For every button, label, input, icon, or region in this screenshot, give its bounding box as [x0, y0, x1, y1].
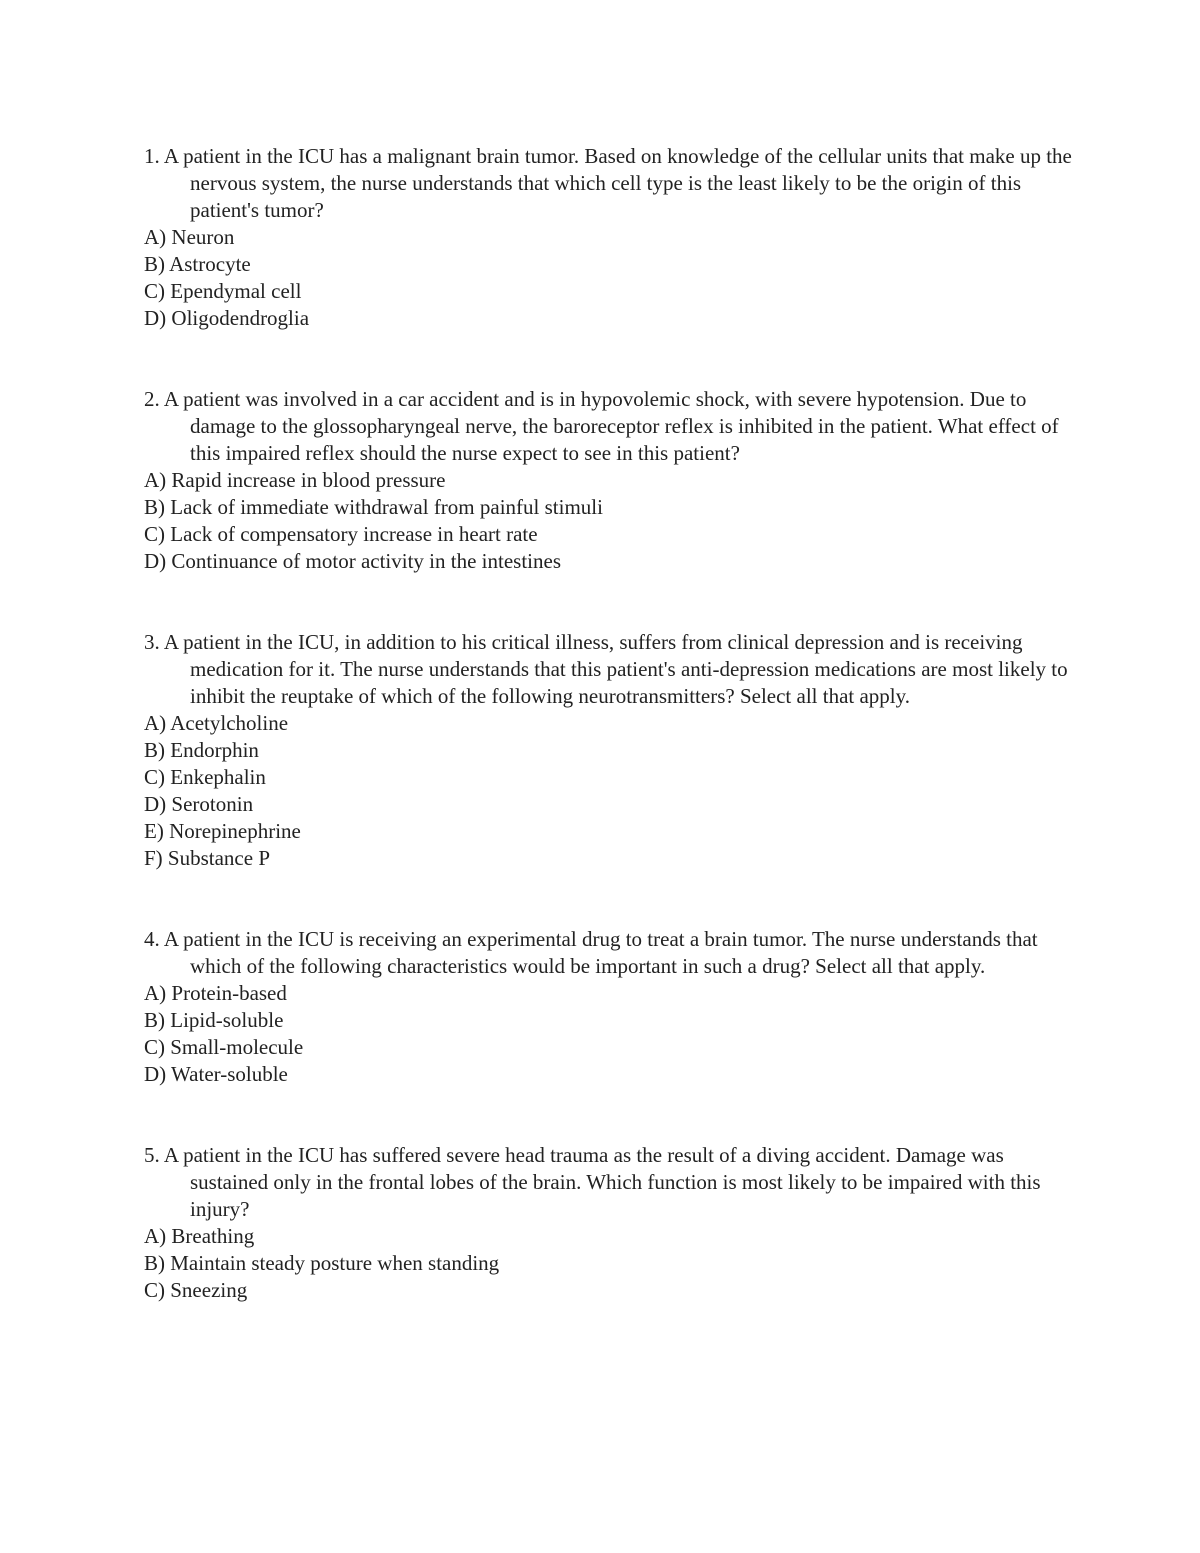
answer-option: D) Serotonin	[144, 792, 254, 816]
question-4	[144, 926, 1074, 1088]
question-stem: 5. A patient in the ICU has suffered severe head trauma as the result of a diving accident. Damage was sustained only in the frontal lobes of the brain. Which function is most likely to be impaired with this injury?	[144, 1143, 1041, 1221]
answer-option: C) Enkephalin	[144, 765, 266, 789]
answer-option: C) Sneezing	[144, 1278, 248, 1302]
answer-option: A) Protein-based	[144, 981, 287, 1005]
answer-option: B) Lipid-soluble	[144, 1008, 284, 1032]
question-stem: 1. A patient in the ICU has a malignant brain tumor. Based on knowledge of the cellular units that make up the nervous system, the nurse understands that which cell type is the least likely to be the origin of this patient's tumor?	[144, 144, 1072, 222]
question-5	[144, 1142, 1074, 1304]
answer-option: E) Norepinephrine	[144, 819, 301, 843]
answer-options	[144, 710, 1074, 872]
answer-option: A) Acetylcholine	[144, 711, 289, 735]
answer-options	[144, 467, 1074, 575]
answer-option: A) Rapid increase in blood pressure	[144, 468, 446, 492]
answer-options	[144, 224, 1074, 332]
question-stem: 4. A patient in the ICU is receiving an experimental drug to treat a brain tumor. The nurse understands that which of the following characteristics would be important in such a drug? Select all that apply.	[144, 927, 1038, 978]
answer-option: C) Small-molecule	[144, 1035, 304, 1059]
question-stem: 2. A patient was involved in a car accident and is in hypovolemic shock, with severe hypotension. Due to damage to the glossopharyngeal nerve, the baroreceptor reflex is inhibited in the patient. What effect of this impaired reflex should the nurse expect to see in this patient?	[144, 387, 1059, 465]
answer-options	[144, 1223, 1074, 1304]
question-2	[144, 386, 1074, 575]
answer-option: A) Neuron	[144, 225, 235, 249]
answer-option: B) Lack of immediate withdrawal from painful stimuli	[144, 495, 603, 519]
answer-option: D) Continuance of motor activity in the intestines	[144, 549, 561, 573]
answer-option: F) Substance P	[144, 846, 270, 870]
answer-option: C) Lack of compensatory increase in heart rate	[144, 522, 538, 546]
question-3	[144, 629, 1074, 872]
answer-option: B) Endorphin	[144, 738, 259, 762]
question-stem: 3. A patient in the ICU, in addition to his critical illness, suffers from clinical depression and is receiving medication for it. The nurse understands that this patient's anti-depression medications are most likely to inhibit the reuptake of which of the following neurotransmitters? Select all that apply.	[144, 630, 1068, 708]
answer-option: C) Ependymal cell	[144, 279, 302, 303]
answer-option: D) Water-soluble	[144, 1062, 288, 1086]
answer-options	[144, 980, 1074, 1088]
question-list	[144, 143, 1074, 1358]
answer-option: B) Maintain steady posture when standing	[144, 1251, 500, 1275]
answer-option: B) Astrocyte	[144, 252, 251, 276]
question-1	[144, 143, 1074, 332]
answer-option: D) Oligodendroglia	[144, 306, 310, 330]
answer-option: A) Breathing	[144, 1224, 255, 1248]
